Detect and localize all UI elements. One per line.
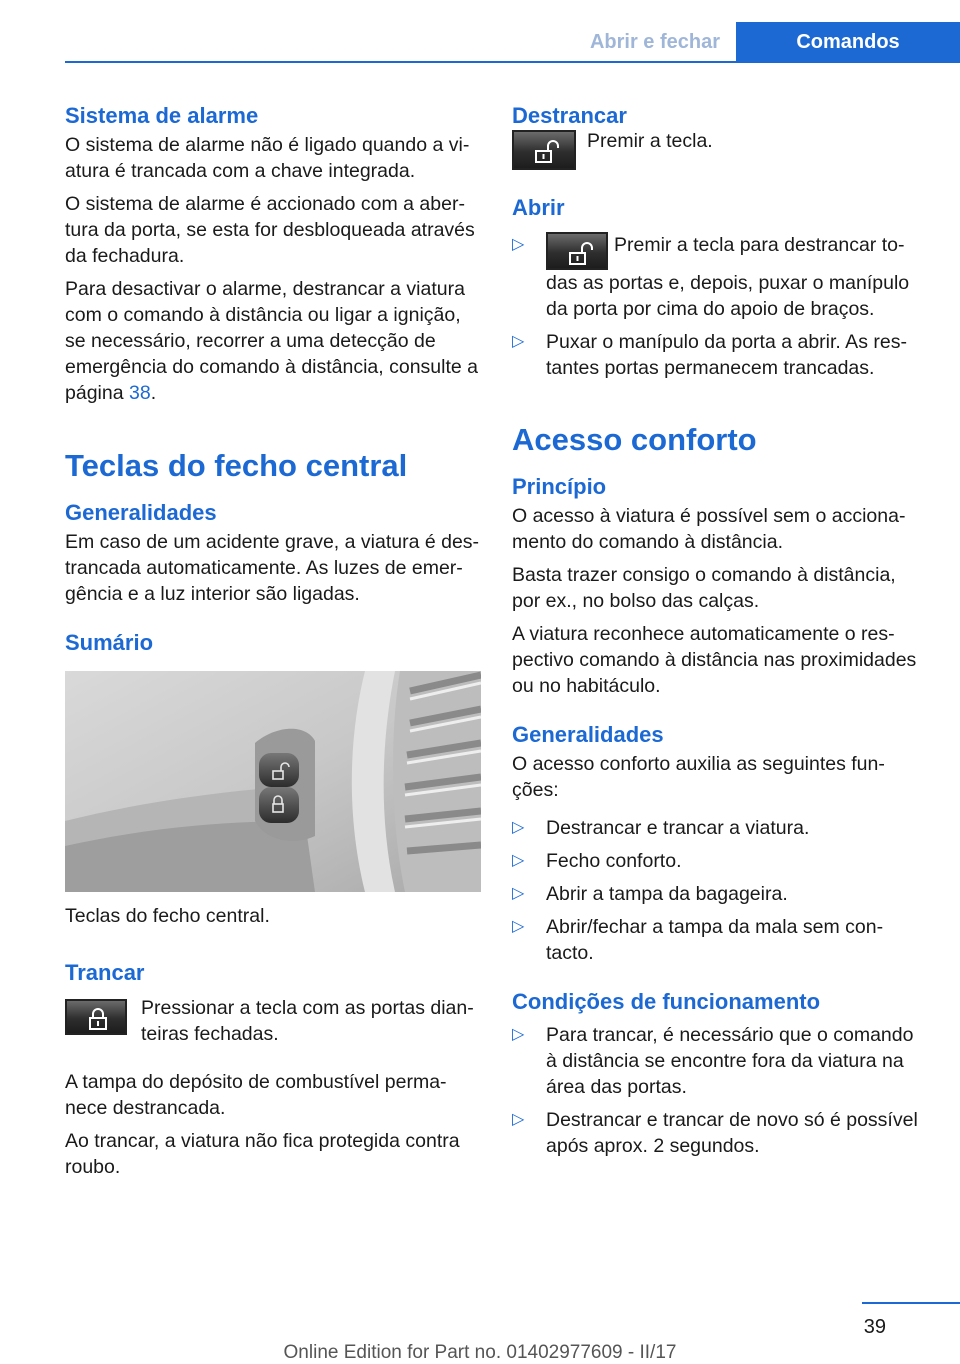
conditions-item-1	[512, 1022, 926, 1100]
open-item-1	[512, 232, 926, 322]
page-number-rule	[862, 1302, 960, 1304]
conditions-item-1-text: Para trancar, é necessário que o comando à distância se encontre fora da viatura na área das portas.	[546, 1024, 914, 1098]
general-paragraph-right: O acesso conforto auxilia as seguintes fun-ções:	[512, 753, 885, 801]
photo-caption: Teclas do fecho central.	[65, 905, 270, 927]
lock-paragraph-2: Ao trancar, a viatura não fica protegida contra roubo.	[65, 1130, 460, 1178]
alarm-paragraph-3-text: Para desactivar o alarme, destrancar a viatura com o comando à distância ou ligar a ignição, se necessário, recorrer a uma detecção de emergência do comando à distância, consulte a página	[65, 278, 479, 404]
general-paragraph-left: Em caso de um acidente grave, a viatura é des-trancada automaticamente. As luzes de emer-gência e a luz interior são ligadas.	[65, 531, 480, 605]
general-item-2-text: Fecho conforto.	[546, 850, 682, 872]
alarm-heading: Sistema de alarme	[65, 103, 259, 128]
bullet-marker: ▷	[512, 333, 525, 350]
lock-key-icon	[65, 999, 127, 1035]
alarm-paragraph-2: O sistema de alarme é accionado com a aber-tura da porta, se esta for desbloqueada através da fechadura.	[65, 193, 475, 267]
bullet-marker: ▷	[512, 1026, 525, 1043]
general-item-1-text: Destrancar e trancar a viatura.	[546, 817, 810, 839]
unlock-heading: Destrancar	[512, 103, 627, 128]
unlock-key-block	[512, 128, 926, 174]
bullet-marker: ▷	[512, 819, 525, 836]
open-item-2	[512, 329, 926, 381]
lock-instruction: Pressionar a tecla com as portas dian-teiras fechadas.	[141, 997, 474, 1045]
bullet-marker: ▷	[512, 236, 525, 253]
right-column	[512, 102, 926, 1166]
summary-heading: Sumário	[65, 630, 154, 655]
unlock-instruction: Premir a tecla.	[587, 130, 713, 152]
principle-paragraph-3: A viatura reconhece automaticamente o res-pectivo comando à distância nas proximidades ou no habitáculo.	[512, 623, 917, 697]
open-item-2-text: Puxar o manípulo da porta a abrir. As res-tantes portas permanecem trancadas.	[546, 331, 907, 379]
open-heading: Abrir	[512, 195, 565, 220]
general-item-3-text: Abrir a tampa da bagageira.	[546, 883, 788, 905]
general-item-1	[512, 815, 926, 841]
alarm-paragraph-3	[65, 276, 481, 406]
general-heading-right: Generalidades	[512, 722, 664, 747]
conditions-item-2	[512, 1107, 926, 1159]
page-link[interactable]: 38	[128, 382, 151, 404]
principle-paragraph-2: Basta trazer consigo o comando à distância, por ex., no bolso das calças.	[512, 564, 896, 612]
bullet-marker: ▷	[512, 1111, 525, 1128]
left-column	[65, 102, 481, 1187]
door-locking-buttons-photo	[65, 671, 481, 892]
bullet-marker: ▷	[512, 852, 525, 869]
alarm-paragraph-3-end: .	[150, 382, 157, 404]
principle-paragraph-1: O acesso à viatura é possível sem o acciona-mento do comando à distância.	[512, 505, 906, 553]
alarm-paragraph-1: O sistema de alarme não é ligado quando a vi-atura é trancada com a chave integrada.	[65, 134, 470, 182]
unlock-key-inline-icon	[546, 232, 608, 270]
central-locking-heading: Teclas do fecho central	[65, 448, 408, 483]
lock-key-block	[65, 995, 481, 1055]
unlock-key-icon	[512, 130, 576, 170]
footer-edition: Online Edition for Part no. 01402977609 - II/17	[283, 1342, 677, 1363]
header-active-tab: Comandos	[736, 22, 960, 63]
lock-heading: Trancar	[65, 960, 145, 985]
header-section-tab: Abrir e fechar	[589, 31, 721, 53]
open-item-1-text: Premir a tecla para destrancar to-das as portas e, depois, puxar o manípulo da porta por cima do apoio de braços.	[546, 234, 910, 320]
general-item-2	[512, 848, 926, 874]
lock-paragraph-1: A tampa do depósito de combustível perma-nece destrancada.	[65, 1071, 447, 1119]
general-item-3	[512, 881, 926, 907]
conditions-heading: Condições de funcionamento	[512, 989, 821, 1014]
page-number: 39	[863, 1316, 886, 1338]
general-heading-left: Generalidades	[65, 500, 217, 525]
header-rule	[65, 61, 960, 63]
bullet-marker: ▷	[512, 918, 525, 935]
bullet-marker: ▷	[512, 885, 525, 902]
general-item-4-text: Abrir/fechar a tampa da mala sem con-tacto.	[546, 916, 884, 964]
principle-heading: Princípio	[512, 474, 607, 499]
general-item-4	[512, 914, 926, 966]
comfort-access-heading: Acesso conforto	[512, 422, 757, 457]
conditions-item-2-text: Destrancar e trancar de novo só é possível após aprox. 2 segundos.	[546, 1109, 918, 1157]
